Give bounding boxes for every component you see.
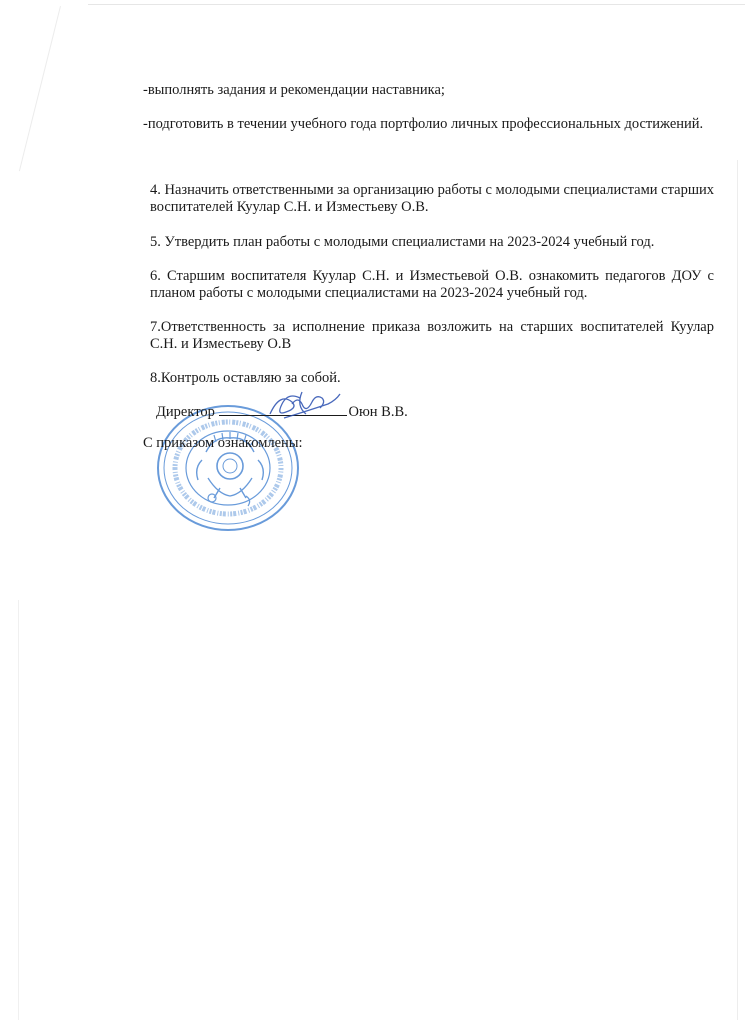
signature-role: Директор [156, 404, 215, 420]
scan-edge [88, 4, 745, 5]
signature-name: Оюн В.В. [348, 404, 408, 420]
scan-edge [737, 160, 738, 1020]
scan-edge [19, 6, 61, 171]
handwritten-signature [262, 388, 344, 424]
item-8: 8.Контроль оставляю за собой. [150, 370, 341, 386]
acknowledged-line: С приказом ознакомлены: [143, 435, 303, 451]
item-4: 4. Назначить ответственными за организацию работы с молодыми специалистами старших воспитателей Куулар С.Н. и Изместьеву О.В. [150, 182, 714, 215]
item-6: 6. Старшим воспитателя Куулар С.Н. и Изместьевой О.В. ознакомить педагогов ДОУ с планом работы с молодыми специалистами на 2023-2024 учебный год. [150, 268, 714, 301]
item-7: 7.Ответственность за исполнение приказа возложить на старших воспитателей Куулар С.Н. и Изместьеву О.В [150, 319, 714, 352]
item-5: 5. Утвердить план работы с молодыми специалистами на 2023-2024 учебный год. [150, 234, 655, 250]
task-line-mentor: -выполнять задания и рекомендации наставника; [143, 82, 445, 98]
task-line-portfolio: -подготовить в течении учебного года портфолио личных профессиональных достижений. [143, 116, 704, 132]
scan-edge [18, 600, 19, 1020]
